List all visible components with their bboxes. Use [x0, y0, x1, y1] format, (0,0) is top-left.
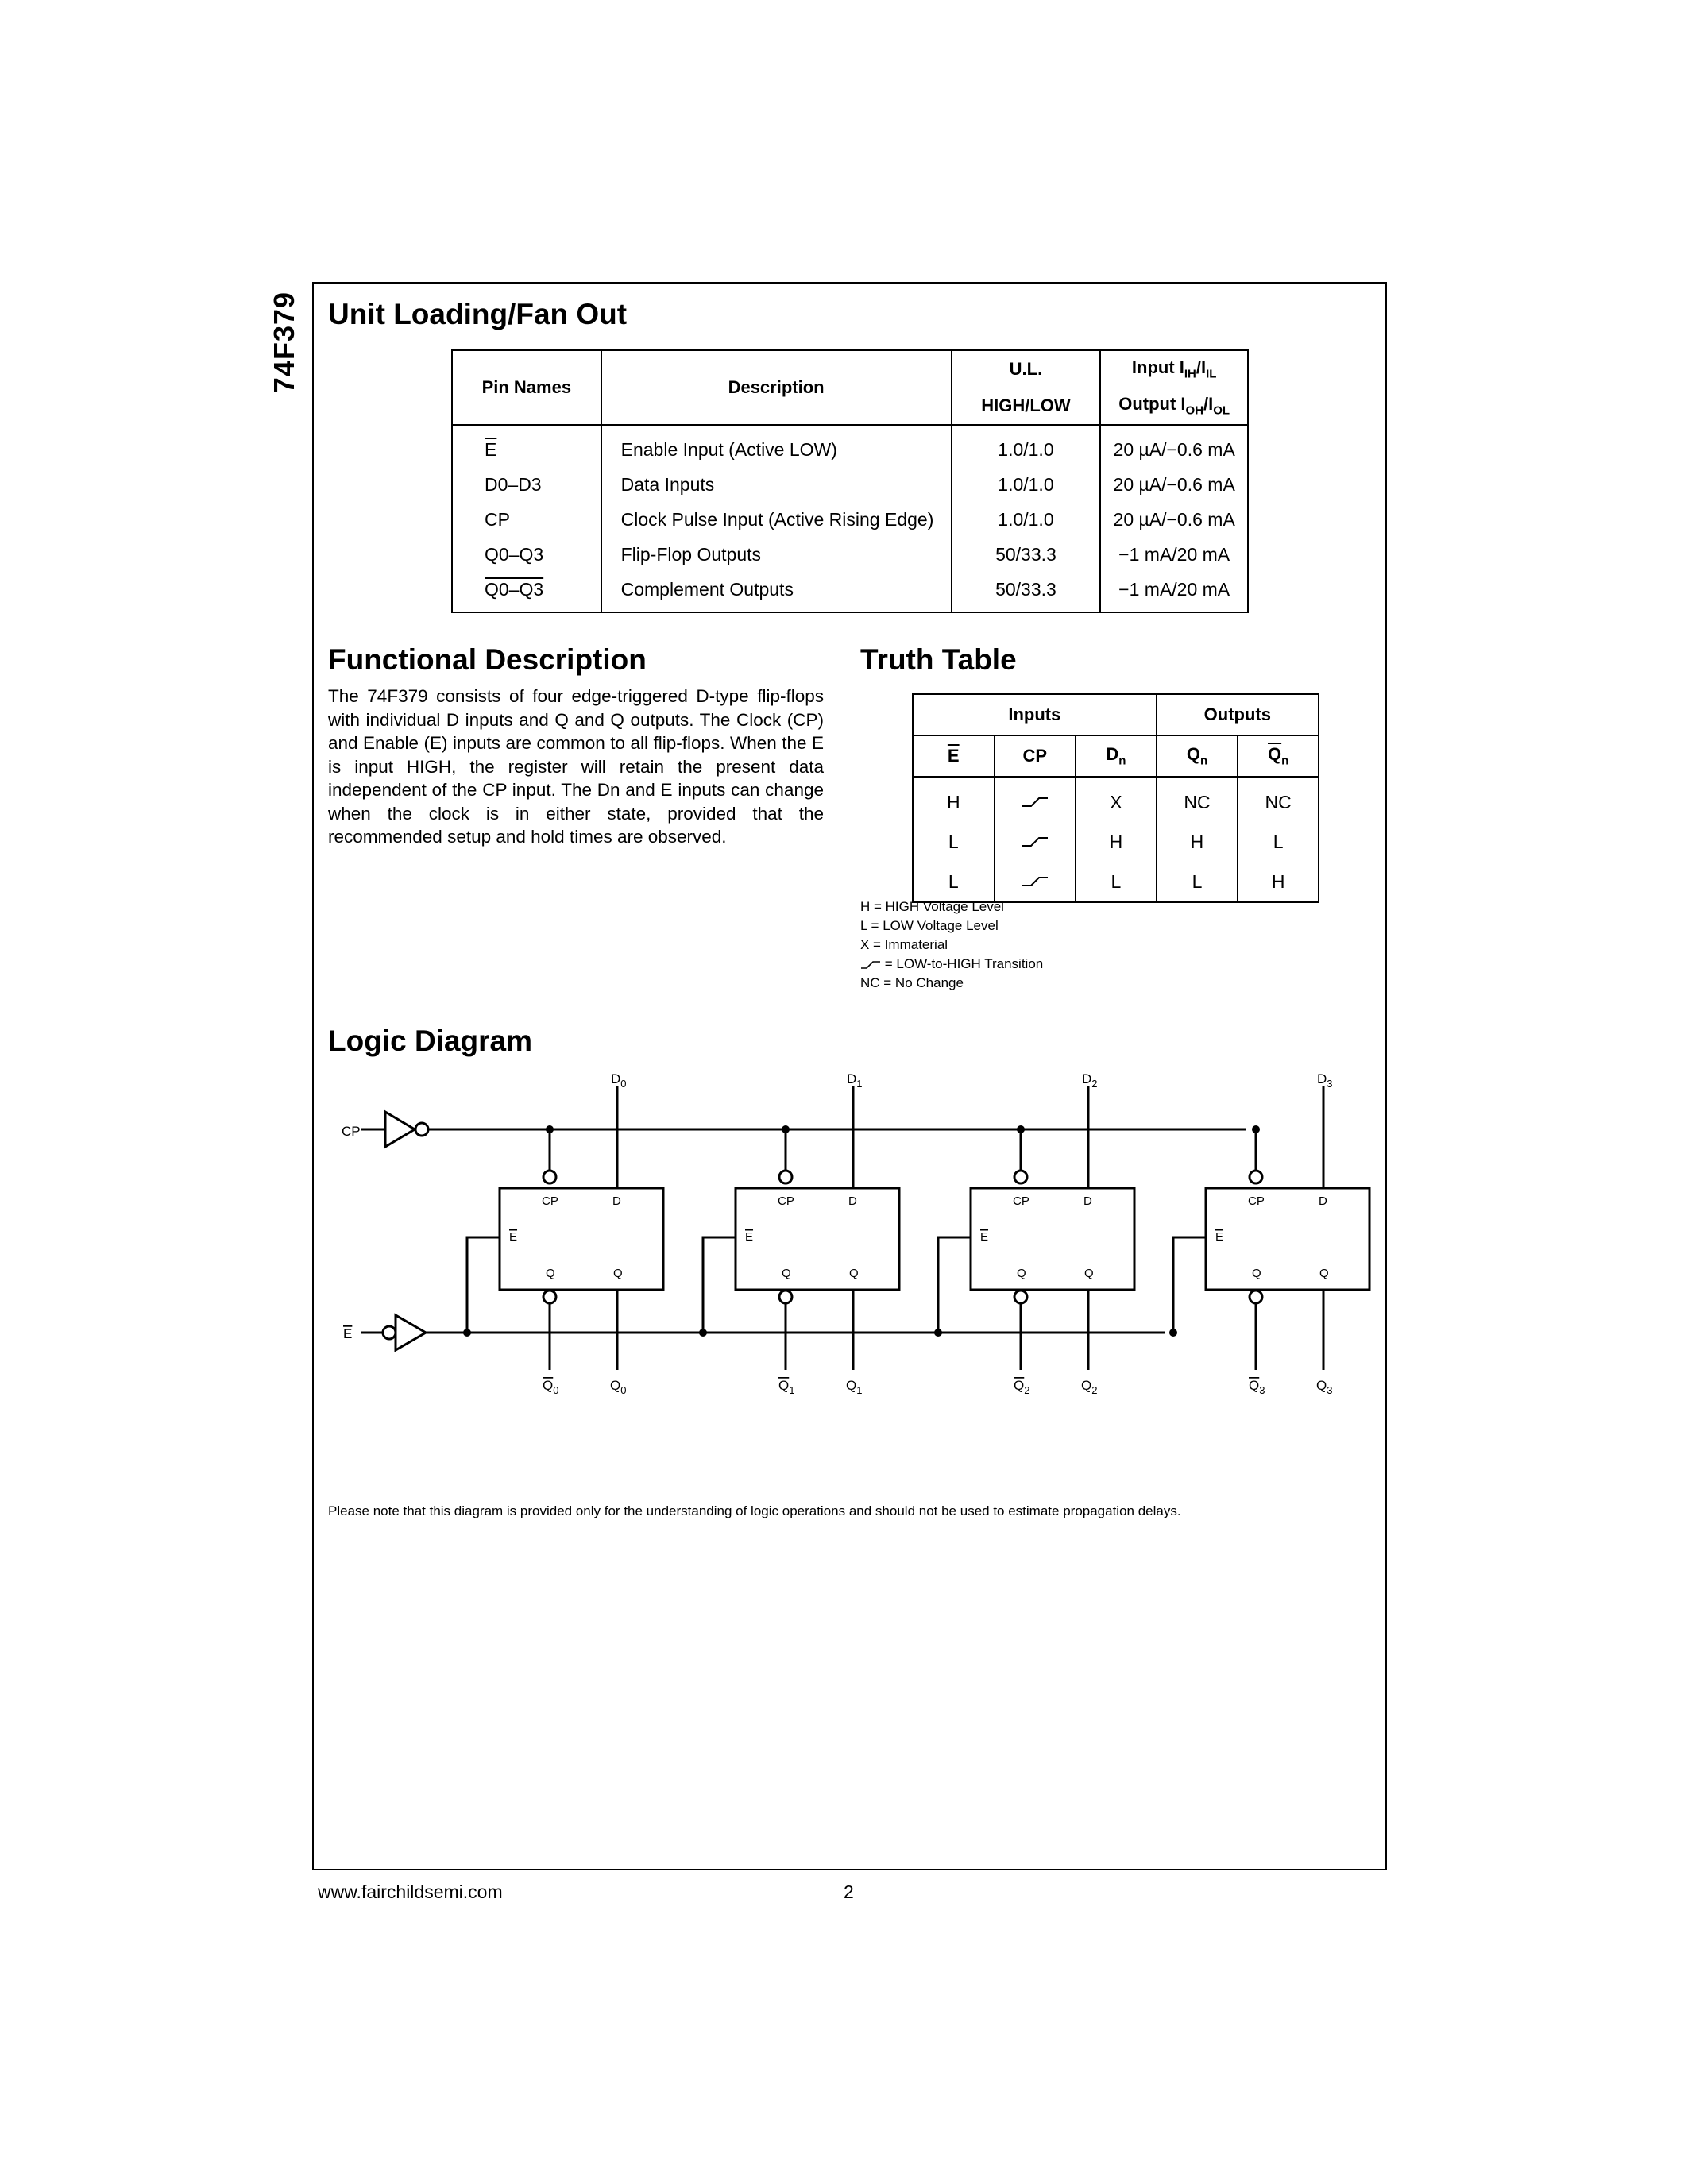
row-io: −1 mA/20 mA — [1100, 537, 1248, 572]
qbar-output-label: $Q_2$ — [1014, 1378, 1030, 1396]
ff-e-pin: E — [980, 1230, 989, 1244]
row-ul: 50/33.3 — [952, 537, 1101, 572]
d-input-label: $D_1$ — [847, 1071, 863, 1090]
col-qnbar: $\overline{Q}_n$ — [1238, 735, 1319, 777]
table-row — [452, 502, 1248, 537]
junction-dot — [934, 1329, 942, 1337]
junction-dot — [546, 1125, 554, 1133]
flip-flop-1 — [736, 1188, 899, 1290]
table-row — [452, 425, 1248, 467]
rising-edge-icon — [995, 822, 1076, 862]
cell-qn: NC — [1157, 777, 1238, 822]
diagram-wiring — [361, 1086, 1369, 1370]
ff-q-pin: Q — [1319, 1267, 1329, 1280]
ff-d-pin: D — [1319, 1194, 1327, 1208]
cell-dn: H — [1076, 822, 1157, 862]
row-ul: 50/33.3 — [952, 572, 1101, 612]
table-row — [913, 777, 1319, 822]
ff-qbar-pin: Q — [1252, 1267, 1261, 1280]
page-number: 2 — [844, 1881, 854, 1902]
row-description: Data Inputs — [601, 467, 952, 502]
cell-dn: L — [1076, 862, 1157, 902]
functional-title: Functional Description — [328, 643, 647, 676]
cp-bubble — [1014, 1171, 1027, 1183]
ff-q-pin: Q — [613, 1267, 623, 1280]
col-e: $\overline{E}$ — [913, 735, 995, 777]
row-ul: 1.0/1.0 — [952, 467, 1101, 502]
flip-flop-2 — [971, 1188, 1134, 1290]
col-cp: CP — [995, 735, 1076, 777]
cp-bubble — [543, 1171, 556, 1183]
ff-cp-pin: CP — [1013, 1194, 1029, 1208]
col-dn: $D_n$ — [1076, 735, 1157, 777]
cell-qnbar: H — [1238, 862, 1319, 902]
row-io: 20 µA/−0.6 mA — [1100, 467, 1248, 502]
cp-bubble — [779, 1171, 792, 1183]
ff-cp-pin: CP — [778, 1194, 794, 1208]
q-output-label: $Q_0$ — [610, 1378, 627, 1396]
cp-label: CP — [342, 1124, 361, 1139]
junction-dot — [699, 1329, 707, 1337]
cell-qnbar: L — [1238, 822, 1319, 862]
qbar-output-label: $Q_0$ — [543, 1378, 559, 1396]
qbar-bubble — [543, 1291, 556, 1303]
unit-loading-title: Unit Loading/Fan Out — [328, 298, 628, 330]
table-row — [452, 537, 1248, 572]
q-output-label: $Q_2$ — [1081, 1378, 1098, 1396]
row-io: 20 µA/−0.6 mA — [1100, 502, 1248, 537]
ff-e-pin: E — [509, 1230, 518, 1244]
footer-url: www.fairchildsemi.com — [318, 1881, 503, 1902]
group-inputs: Inputs — [913, 694, 1157, 735]
e-wire — [703, 1237, 736, 1333]
qbar-bubble — [779, 1291, 792, 1303]
row-description: Clock Pulse Input (Active Rising Edge) — [601, 502, 952, 537]
legend-h: H = HIGH Voltage Level — [860, 899, 1004, 914]
pin-d: D0–D3 — [452, 467, 601, 502]
col-io-bottom: Output $I_{OH}/I_{OL}$ — [1100, 388, 1248, 425]
e-label: E — [343, 1326, 353, 1341]
junction-dot — [1252, 1125, 1260, 1133]
ff-q-pin: Q — [849, 1267, 859, 1280]
row-description: Flip-Flop Outputs — [601, 537, 952, 572]
qbar-output-label: $Q_1$ — [778, 1378, 795, 1396]
ff-qbar-pin: Q — [546, 1267, 555, 1280]
col-ul-top: U.L. — [952, 350, 1101, 388]
rising-edge-icon — [995, 777, 1076, 822]
table-row — [913, 862, 1319, 902]
cell-e: L — [913, 862, 995, 902]
ff-qbar-pin: Q — [1017, 1267, 1026, 1280]
col-description: Description — [601, 350, 952, 425]
cell-qn: L — [1157, 862, 1238, 902]
e-wire — [1173, 1237, 1206, 1333]
legend-transition: = LOW-to-HIGH Transition — [860, 955, 1043, 974]
col-qn: $Q_n$ — [1157, 735, 1238, 777]
ff-e-pin: E — [1215, 1230, 1224, 1244]
col-io-top: Input $I_{IH}/I_{IL}$ — [1100, 350, 1248, 388]
ff-e-pin: E — [745, 1230, 754, 1244]
cell-qnbar: NC — [1238, 777, 1319, 822]
truth-table-legend — [860, 897, 1043, 993]
pin-cp: CP — [452, 502, 601, 537]
logic-diagram — [318, 1064, 1382, 1406]
row-description: Enable Input (Active LOW) — [601, 425, 952, 467]
q-output-label: $Q_3$ — [1316, 1378, 1333, 1396]
table-row — [452, 572, 1248, 612]
functional-text: The 74F379 consists of four edge-triggered D-type flip-flops with individual D inputs and Q and Q outputs. The Clock (CP) and Enable (E) inputs are common to all flip-flops. When the E is input HIGH, the register will retain the present data independent of the CP input. The Dn and E inputs can change when the clock is in either state, provided that the recommended setup and hold times are observed. — [328, 686, 824, 847]
junction-dot — [463, 1329, 471, 1337]
junction-dot — [1169, 1329, 1177, 1337]
row-ul: 1.0/1.0 — [952, 502, 1101, 537]
ff-d-pin: D — [1083, 1194, 1092, 1208]
cell-e: L — [913, 822, 995, 862]
diagram-note: Please note that this diagram is provided only for the understanding of logic operations and should not be used to estimate propagation delays. — [328, 1503, 1181, 1518]
table-row — [913, 822, 1319, 862]
ff-d-pin: D — [612, 1194, 621, 1208]
cell-qn: H — [1157, 822, 1238, 862]
e-wire — [467, 1237, 500, 1333]
d-input-label: $D_0$ — [611, 1071, 627, 1090]
flip-flop-0 — [500, 1188, 663, 1290]
row-description: Complement Outputs — [601, 572, 952, 612]
d-input-label: $D_2$ — [1082, 1071, 1098, 1090]
group-outputs: Outputs — [1157, 694, 1319, 735]
legend-x: X = Immaterial — [860, 937, 948, 952]
qbar-output-label: $Q_3$ — [1249, 1378, 1265, 1396]
unit-loading-table — [451, 349, 1249, 613]
cell-e: H — [913, 777, 995, 822]
pin-q: Q0–Q3 — [452, 537, 601, 572]
q-output-label: $Q_1$ — [846, 1378, 863, 1396]
qbar-bubble — [1250, 1291, 1262, 1303]
junction-dot — [1017, 1125, 1025, 1133]
legend-nc: NC = No Change — [860, 975, 964, 990]
row-io: 20 µA/−0.6 mA — [1100, 425, 1248, 467]
junction-dot — [782, 1125, 790, 1133]
row-ul: 1.0/1.0 — [952, 425, 1101, 467]
table-row — [452, 467, 1248, 502]
ff-cp-pin: CP — [1248, 1194, 1265, 1208]
ff-qbar-pin: Q — [782, 1267, 791, 1280]
pin-qbar: Q0–Q3 — [452, 572, 601, 612]
d-input-label: $D_3$ — [1317, 1071, 1333, 1090]
rising-edge-icon — [995, 862, 1076, 902]
cell-dn: X — [1076, 777, 1157, 822]
truth-table-title: Truth Table — [860, 643, 1017, 676]
ff-q-pin: Q — [1084, 1267, 1094, 1280]
qbar-bubble — [1014, 1291, 1027, 1303]
col-ul-bottom: HIGH/LOW — [952, 388, 1101, 425]
cp-bubble — [1250, 1171, 1262, 1183]
flip-flop-3 — [1206, 1188, 1369, 1290]
part-number-side: 74F379 — [268, 291, 300, 394]
ff-cp-pin: CP — [542, 1194, 558, 1208]
logic-diagram-title: Logic Diagram — [328, 1024, 532, 1057]
ff-d-pin: D — [848, 1194, 857, 1208]
e-wire — [938, 1237, 971, 1333]
truth-table — [912, 693, 1319, 903]
row-io: −1 mA/20 mA — [1100, 572, 1248, 612]
col-pin-names: Pin Names — [452, 350, 601, 425]
pin-e: $\overline{E}$ — [452, 425, 601, 467]
legend-l: L = LOW Voltage Level — [860, 918, 999, 933]
